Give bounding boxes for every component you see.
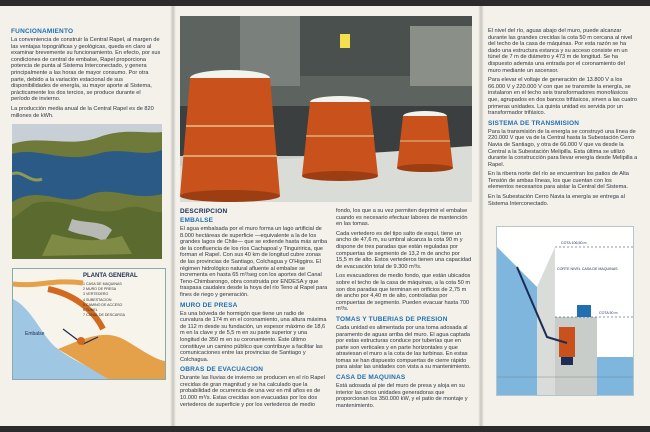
legend-item: 7 CANAL DE DESCARGA xyxy=(83,313,126,318)
obras-text: Durante las lluvias de invierno se producen en el río Rapel crecidas de gran magnitud y se ha calculado que la probabilidad de ocurrencia de una vez en mil años es de 10.000 m³/s. Estas crecidas son evacuadas por los dos vertederos de superficie y por los vertederos de medio xyxy=(180,375,325,408)
plan-title: PLANTA GENERAL xyxy=(83,273,138,279)
turbines-photo xyxy=(180,16,472,202)
brochure xyxy=(0,6,650,426)
legend-item: 5 CAMINO DE ACCESO xyxy=(83,302,123,307)
middle-text-right xyxy=(336,208,472,412)
embalse-text: El agua embalsada por el muro forma un lago artificial de 8.000 hectáreas de superficie —equivalente a la de los grandes lagos de Chile— que se extiende hasta más arriba de la confluencia de los ríos Cachapoal y Tinguiririca, que forman el Rapel. Con sus 40 km de longitud cubre zonas de las provincias de Santiago, Colchagua y O'Higgins. El régimen hidrológico natural afluente al embalse se incrementa en hasta 65 m³/seg con los aportes del Canal Teno-Chimbarongo, obra construida por ENDESA y que traspasa caudales desde la hoya del río Teno al Rapel para fines de riego y generación. xyxy=(180,226,328,298)
diagram-label-mid: COTA 50 m xyxy=(599,311,618,315)
vertederos-text-1: fondo, los que a su vez permiten deprimir el embalse cuando es necesario efectuar labores de mantención en las tomas. xyxy=(336,208,468,228)
left-panel xyxy=(8,6,168,426)
legend-item: 4 SUBESTACION xyxy=(83,297,112,302)
sistema-text-2: En la ribera norte del río se encuentran los patios de Alta Tensión de ambas líneas, los que cuentan con los elementos necesarios para aislar la Central del Sistema. xyxy=(488,171,629,191)
legend-item: 6 TUNEL xyxy=(83,308,98,313)
right-text xyxy=(488,28,638,210)
diagram-label-room: CORTE NIVEL CASA DE MAQUINAS xyxy=(557,267,618,271)
diagram-label-top: COTA 106,50 m xyxy=(561,241,587,245)
middle-text-left xyxy=(180,208,328,411)
fold-right xyxy=(478,6,484,426)
heading-descripcion: DESCRIPCION xyxy=(180,208,228,215)
heading-tomas: TOMAS Y TUBERIAS DE PRESION xyxy=(336,315,448,323)
heading-embalse: EMBALSE xyxy=(180,217,214,224)
legend-item: 1 CASA DE MAQUINAS xyxy=(83,282,122,286)
plan-legend xyxy=(83,282,161,318)
funcionamiento-text: La conveniencia de construir la Central Rapel, al margen de las ventajas topográficas y geológicas, queda en claro al examinar brevemente su funcionamiento. En efecto, por sus condiciones de central de embalse, Rapel proporciona potencia de punta al Sistema Interconectado, y genera principalmente a las horas de mayor consumo. Por otra parte, debido a la variación estacional de sus disponibilidades de energía, su mayor aporte al Sistema, prácticamente los dos tercios, se produce durante el período de invierno. xyxy=(11,37,161,103)
cross-section-diagram xyxy=(496,226,634,396)
heading-sistema: SISTEMA DE TRANSMISION xyxy=(488,119,580,127)
legend-item: 3 VERTEDERO xyxy=(83,292,109,297)
muro-text: Es una bóveda de hormigón que tiene un radio de curvatura de 174 m en el coronamiento, una altura máxima de 112 m desde su fundación, un espesor máximo de 18,6 m en la clave y de 5,5 m en su parte superior y una longitud de 350 m en su coronamiento. Éste último constituye un camino público que contribuye a facilitar las comunicaciones entre las provincias de Santiago y Colchagua. xyxy=(180,310,327,363)
sistema-text-3: En la Subestación Cerro Navia la energía se entrega al Sistema Interconectado. xyxy=(488,194,625,207)
sistema-text-1: Para la transmisión de la energía se construyó una línea de 220.000 V que va de la Central hasta la Subestación Cerro Navia de Santiago, y otra de 66.000 V que va desde la Central a la Subestación Melipilla. Esta última se utilizó durante la construcción para llevar energía desde Melipilla a Rapel. xyxy=(488,128,638,168)
acceso-text: El nivel del río, aguas abajo del muro, puede alcanzar durante las grandes crecidas la cota 50 m cercana al nivel del techo de la casa de máquinas. Por esta razón se ha dado una estructura estanca y su acceso consiste en un túnel de 7 m de diámetro y 473 m de longitud. Se ha dispuesto además una entrada por el coronamiento del muro mediante un ascensor. xyxy=(488,28,633,74)
heading-obras: OBRAS DE EVACUACION xyxy=(180,366,264,374)
heading-muro: MURO DE PRESA xyxy=(180,301,238,309)
vertederos-text-3: Los evacuadores de medio fondo, que están ubicados sobre el techo de la casa de máquinas, a la cota 50 m son dos paradas que terminan en orificios de 2,75 m de ancho por 4,40 m de alto, controladas por compuertas de segmento. Pueden evacuar hasta 700 m³/s. xyxy=(336,273,471,313)
transformadores-text: Para elevar el voltaje de generación de 13.800 V a los 66.000 V y 220.000 V con que se transmite la energía, se instalaron en el techo seis transformadores monofásicos que, agrupados en dos bancos trifásicos, sirven a las cuatro primeras unidades. La quinta unidad es servida por un transformador trifásico. xyxy=(488,77,637,117)
plan-embalse-label: Embalse xyxy=(25,331,45,337)
vertederos-text-2: Cada vertedero es del tipo salto de esquí, tiene un ancho de 47,6 m, su umbral alcanza la cota 90 m y dispone de tres paradas que están reguladas por compuertas de segmento de 13,2 m de ancho por 15,5 m de alto. Estos vertederos tienen una capacidad de evacuación total de 9.300 m³/s. xyxy=(336,230,472,270)
general-plan xyxy=(12,268,166,380)
heading-casa: CASA DE MAQUINAS xyxy=(336,374,406,382)
turbines-drawing xyxy=(180,16,472,202)
heading-funcionamiento: FUNCIONAMIENTO xyxy=(11,28,74,35)
casa-text: Está adosada al pie del muro de presa y aloja en su interior las cinco unidades generadoras que proporcionan los 350.000 kW, y el patio de montaje y mantenimiento. xyxy=(336,383,468,409)
right-panel xyxy=(486,6,642,426)
aerial-photo-drawing xyxy=(12,124,162,259)
legend-item: 2 MURO DE PRESA xyxy=(83,287,117,292)
middle-panel xyxy=(176,6,476,426)
aerial-photo xyxy=(12,124,162,259)
tomas-text: Cada unidad es alimentada por una toma adosada al paramento de aguas arriba del muro. El agua captada por estas estructuras conduce por tuberías que en parte son verticales y en parte horizontales y que atraviesan el muro a la cota de las turbinas. En estas tomas se han dispuesto compuertas de cierre rápido para aislar las unidades con vista a su mantenimiento. xyxy=(336,324,471,371)
funcionamiento-production: La producción media anual de la Central Rapel es de 820 millones de kWh. xyxy=(11,105,154,119)
